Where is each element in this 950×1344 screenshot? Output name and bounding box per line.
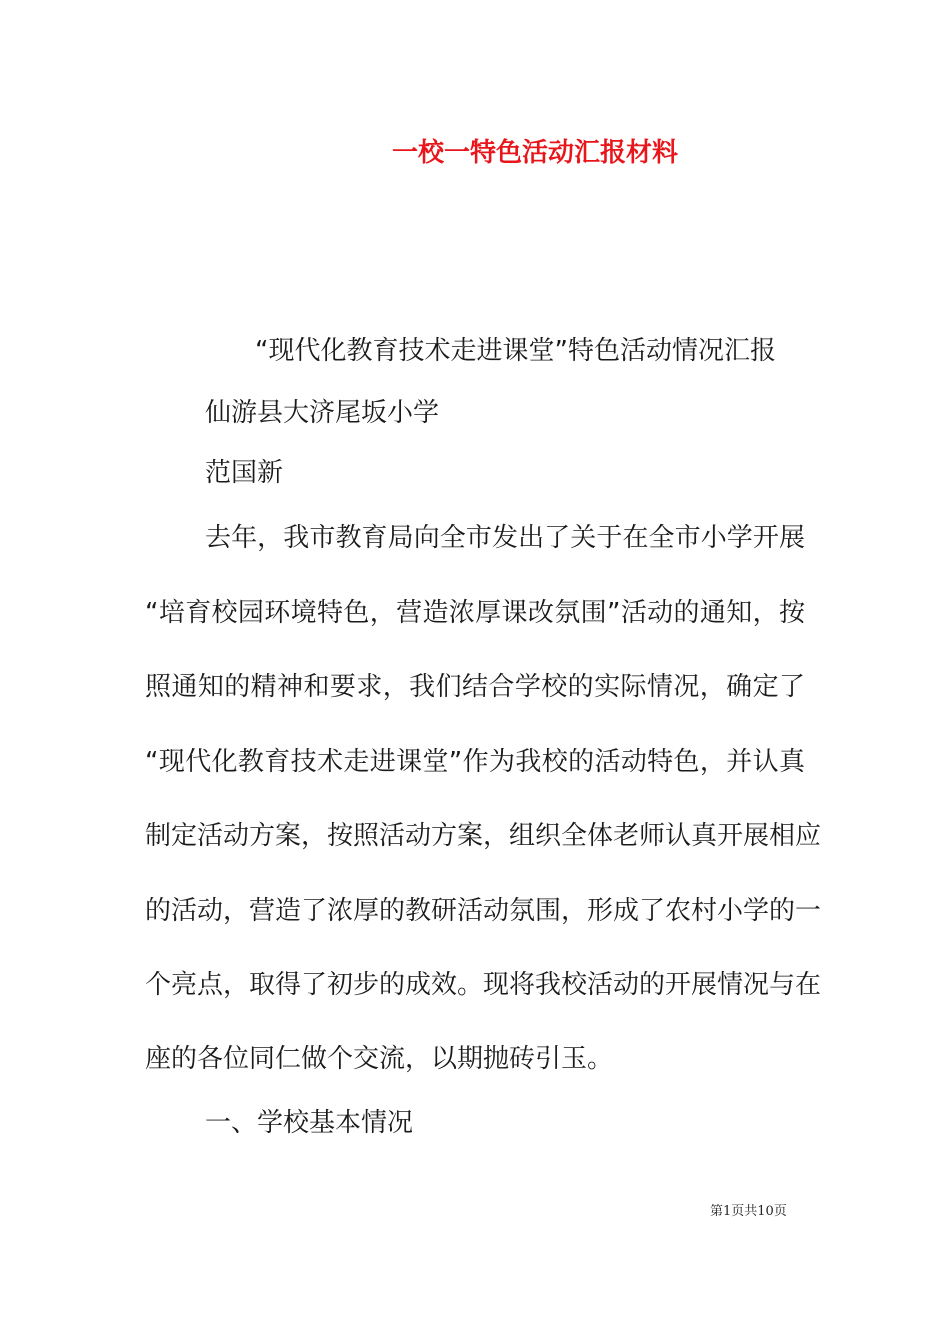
page-number: 第1页共10页: [710, 1204, 787, 1219]
paragraph-line: 照通知的精神和要求，我们结合学校的实际情况，确定了: [145, 672, 805, 702]
paragraph-line: 的活动，营造了浓厚的教研活动氛围，形成了农村小学的一: [145, 896, 822, 926]
paragraph-line: 制定活动方案，按照活动方案，组织全体老师认真开展相应: [145, 821, 822, 851]
paragraph-line: 个亮点，取得了初步的成效。现将我校活动的开展情况与在: [145, 970, 822, 1000]
author-name: 范国新: [205, 458, 284, 488]
document-title: 一校一特色活动汇报材料: [391, 138, 678, 168]
school-name: 仙游县大济尾坂小学: [205, 398, 440, 428]
section-heading: 一、学校基本情况: [205, 1108, 414, 1138]
paragraph-line: 座的各位同仁做个交流，以期抛砖引玉。: [145, 1044, 614, 1074]
report-subtitle: “现代化教育技术走进课堂”特色活动情况汇报: [255, 336, 776, 366]
paragraph-line: “现代化教育技术走进课堂”作为我校的活动特色，并认真: [145, 747, 805, 777]
paragraph-line: “培育校园环境特色，营造浓厚课改氛围”活动的通知，按: [145, 598, 805, 628]
paragraph-line: 去年，我市教育局向全市发出了关于在全市小学开展: [205, 523, 805, 553]
